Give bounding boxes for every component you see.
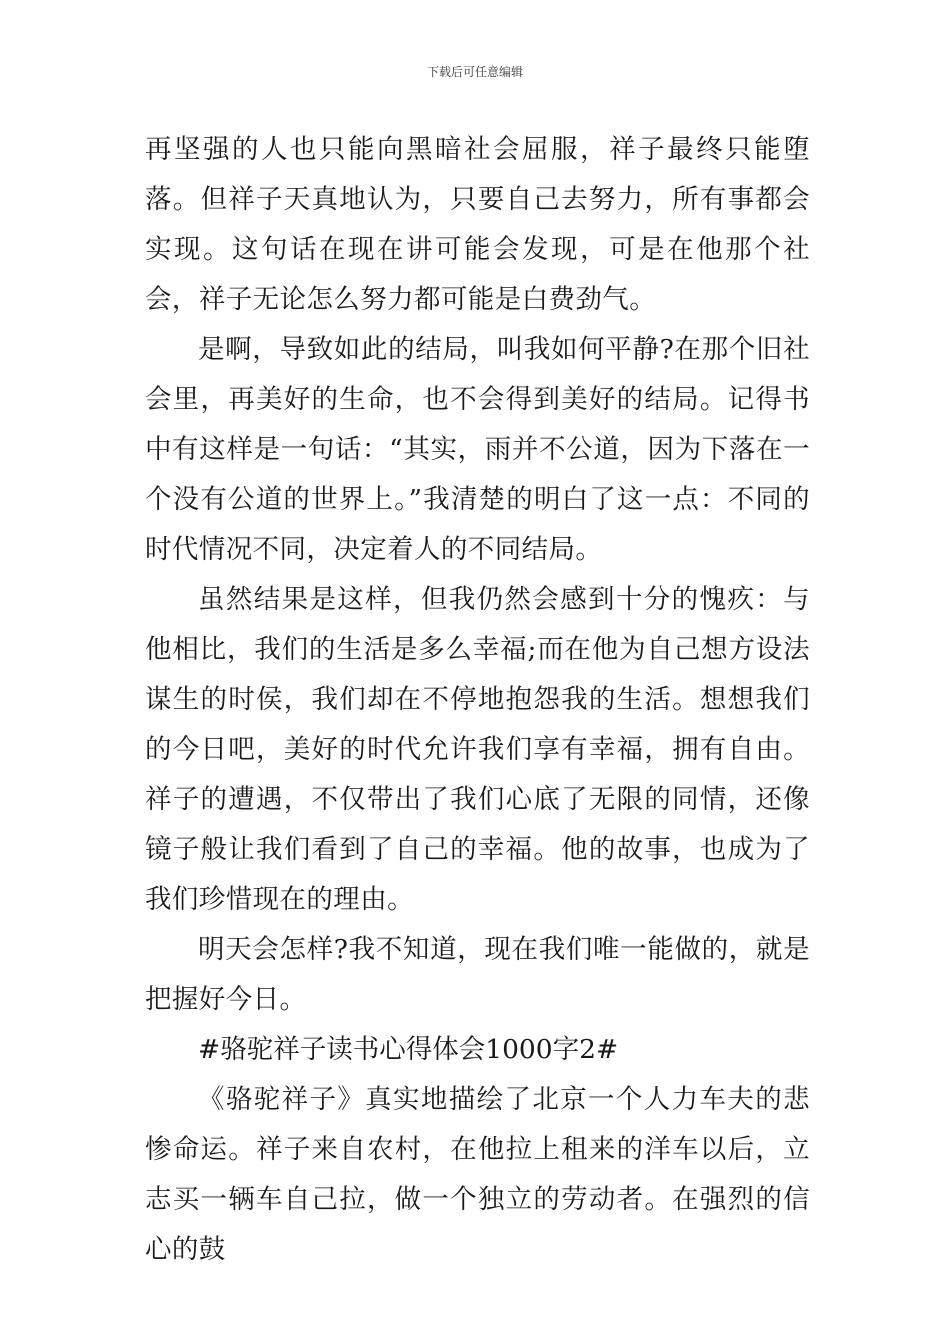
paragraph: 《骆驼祥子》真实地描绘了北京一个人力车夫的悲惨命运。祥子来自农村，在他拉上租来的洋车以后，立志买一辆车自己拉，做一个独立的劳动者。在强烈的信心的鼓 (145, 1084, 810, 1265)
paragraph: 虽然结果是这样，但我仍然会感到十分的愧疚：与他相比，我们的生活是多么幸福;而在他为自己想方设法谋生的时侯，我们却在不停地抱怨我的生活。想想我们的今日吧，美好的时代允许我们享有幸福，拥有自由。祥子的遭遇，不仅带出了我们心底了无限的同情，还像镜子般让我们看到了自己的幸福。他的故事，也成为了我们珍惜现在的理由。 (145, 584, 810, 915)
section-heading: #骆驼祥子读书心得体会1000字2# (198, 1034, 619, 1065)
paragraph: 明天会怎样?我不知道，现在我们唯一能做的，就是把握好今日。 (145, 934, 810, 1015)
paragraph-continuation: 再坚强的人也只能向黑暗社会屈服，祥子最终只能堕落。但祥子天真地认为，只要自己去努力，所有事都会实现。这句话在现在讲可能会发现，可是在他那个社会，祥子无论怎么努力都可能是白费劲气。 (145, 134, 810, 315)
document-body (145, 125, 810, 1275)
paragraph: 是啊，导致如此的结局，叫我如何平静?在那个旧社会里，再美好的生命，也不会得到美好的结局。记得书中有这样是一句话：“其实，雨并不公道，因为下落在一个没有公道的世界上。”我清楚的明白了这一点：不同的时代情况不同，决定着人的不同结局。 (145, 334, 810, 565)
page-header: 下载后可任意编辑 (426, 65, 523, 79)
